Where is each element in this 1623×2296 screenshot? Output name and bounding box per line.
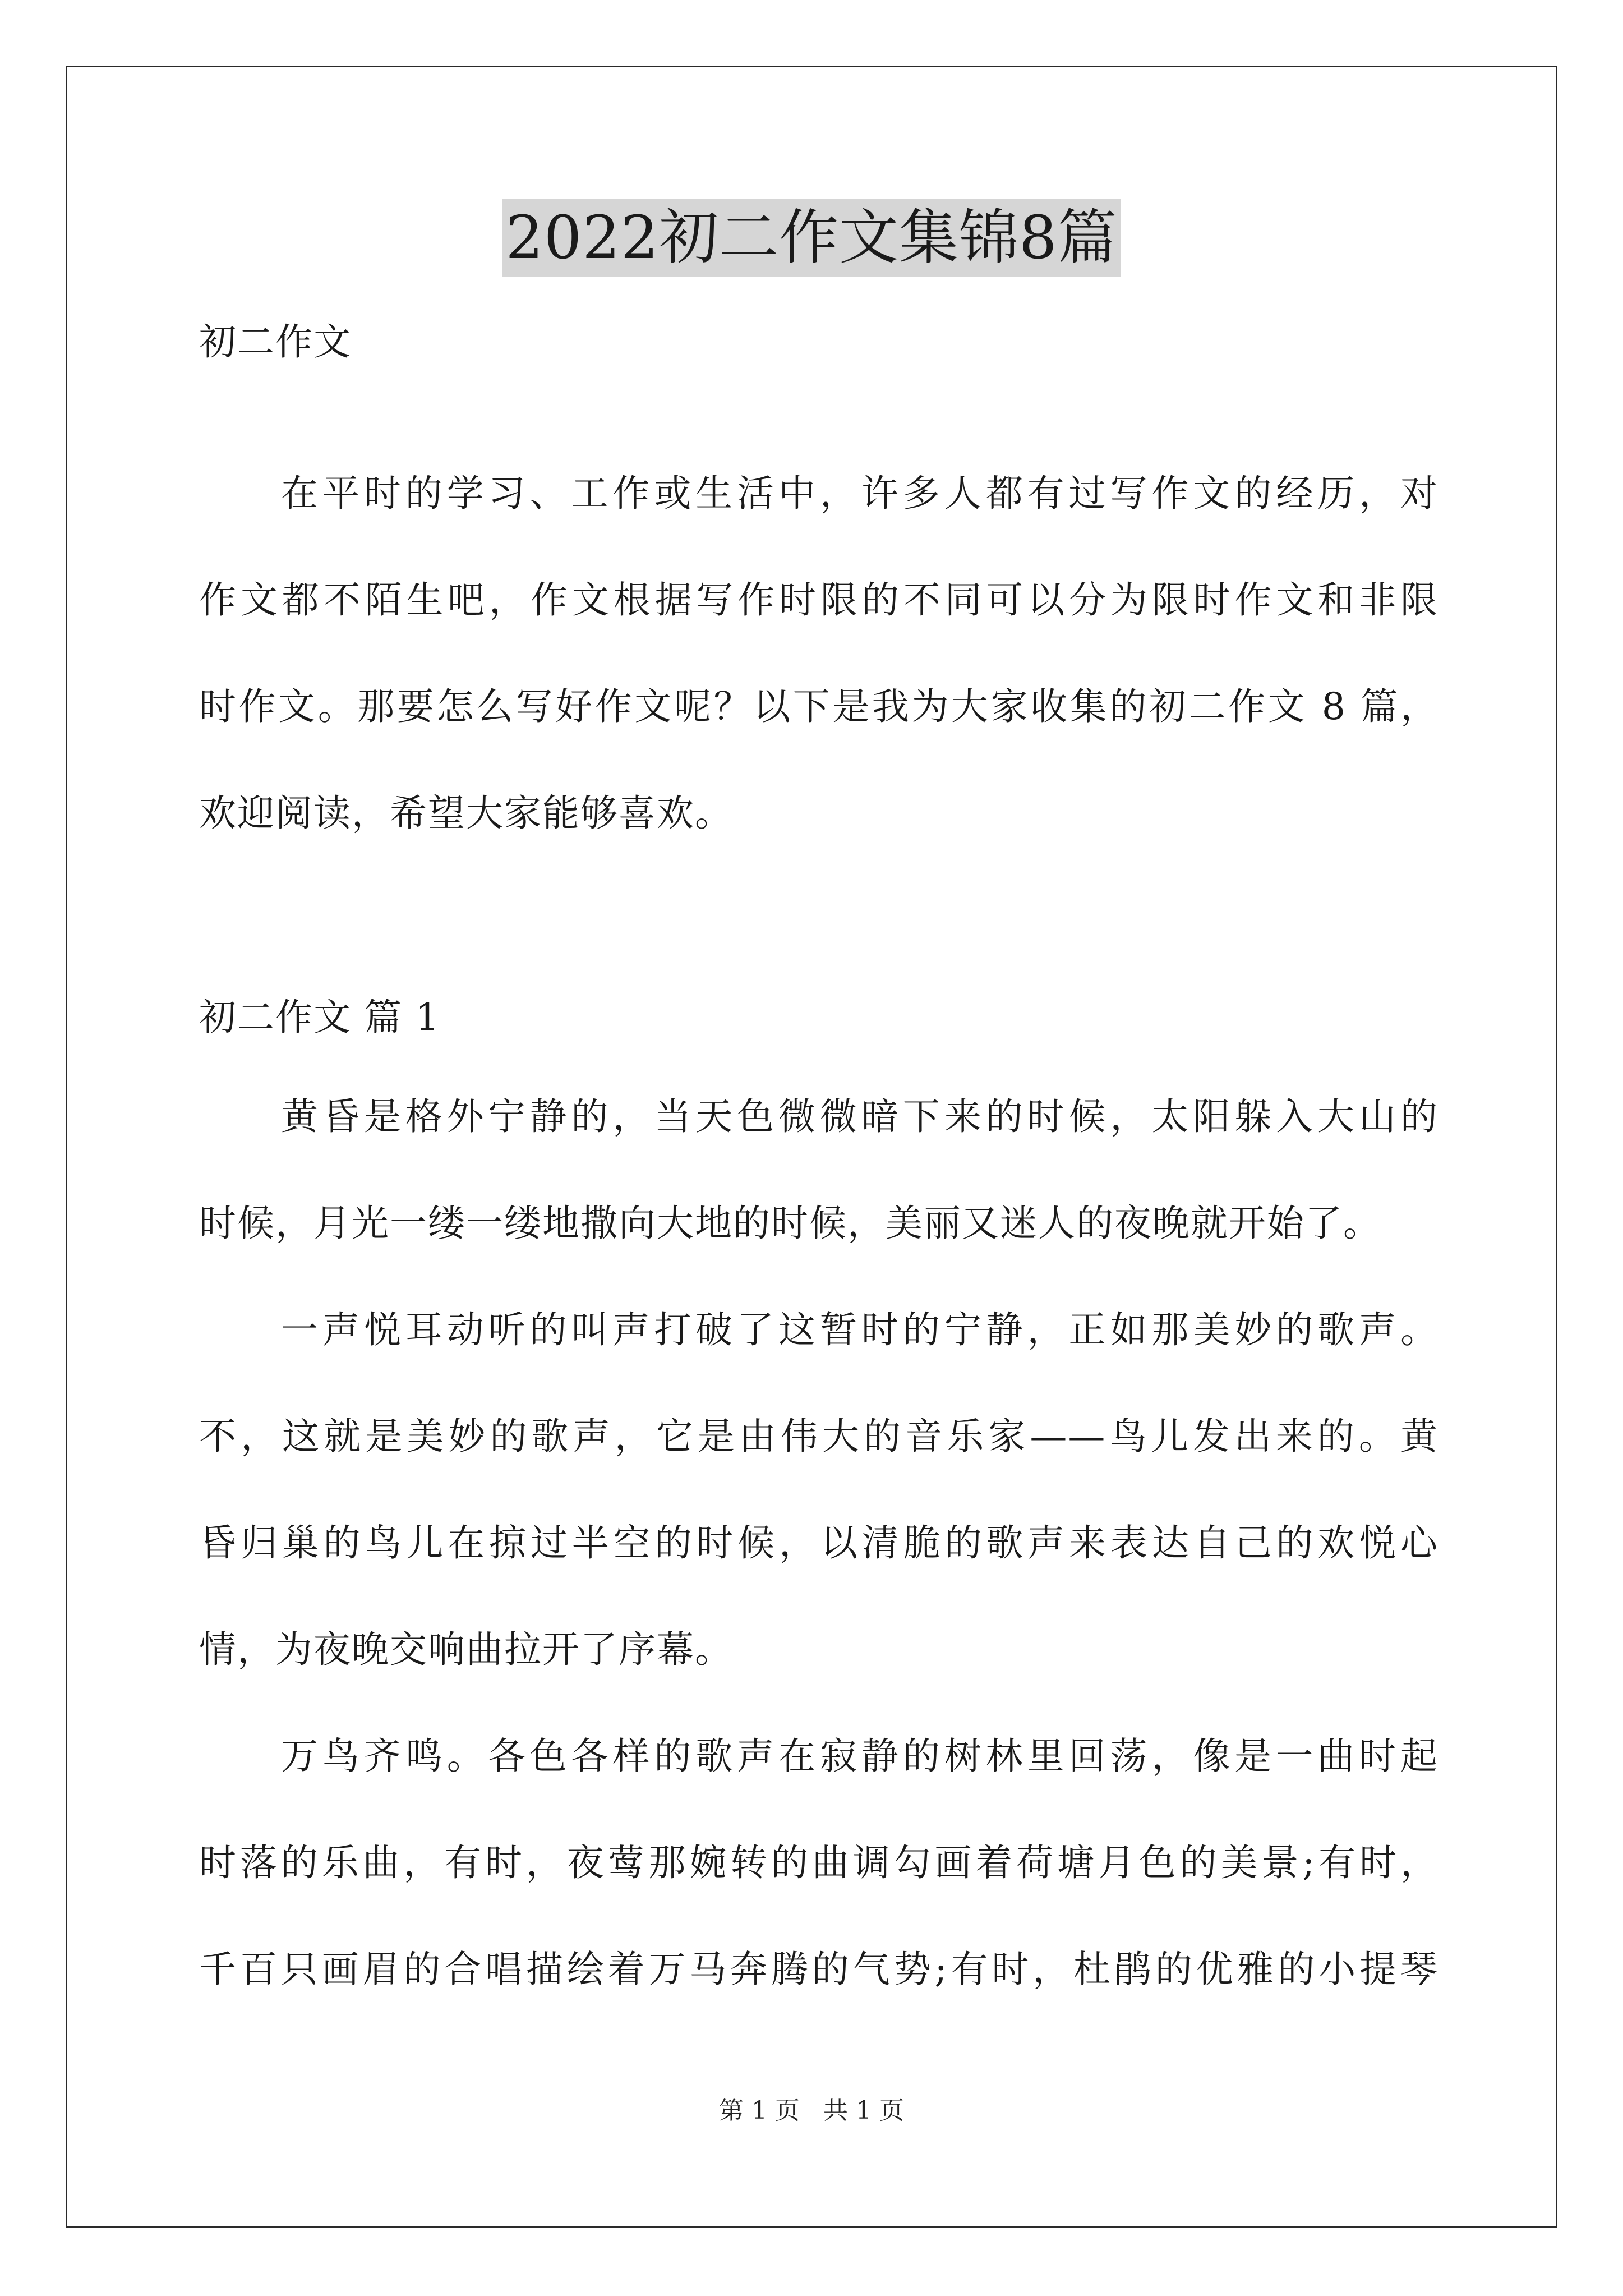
section-paragraph xyxy=(199,1064,1438,1277)
paragraph-line: 情，为夜晚交响曲拉开了序幕。 xyxy=(199,1628,733,1671)
paragraph-line: 千百只画眉的合唱描绘着万马奔腾的气势;有时，杜鹃的优雅的小提琴 xyxy=(199,1948,1438,1991)
page-footer: 第 1 页 共 1 页 xyxy=(719,2096,904,2125)
paragraph-line: 欢迎阅读，希望大家能够喜欢。 xyxy=(199,792,733,835)
paragraph-line: 作文都不陌生吧，作文根据写作时限的不同可以分为限时作文和非限 xyxy=(199,578,1438,622)
title-container xyxy=(0,199,1623,277)
section-paragraph xyxy=(199,1277,1438,1703)
document-title: 2022初二作文集锦8篇 xyxy=(502,199,1121,277)
paragraph-line: 昏归巢的鸟儿在掠过半空的时候，以清脆的歌声来表达自己的欢悦心 xyxy=(199,1521,1438,1565)
paragraph-line: 在平时的学习、工作或生活中，许多人都有过写作文的经历，对 xyxy=(281,472,1438,515)
section-heading: 初二作文 篇 1 xyxy=(199,996,440,1039)
paragraph-line: 一声悦耳动听的叫声打破了这暂时的宁静，正如那美妙的歌声。 xyxy=(281,1308,1438,1351)
section-paragraph xyxy=(199,1703,1438,2023)
paragraph-line: 黄昏是格外宁静的，当天色微微暗下来的时候，太阳躲入大山的 xyxy=(281,1095,1438,1138)
paragraph-line: 万鸟齐鸣。各色各样的歌声在寂静的树林里回荡，像是一曲时起 xyxy=(281,1734,1438,1778)
paragraph-line: 时候，月光一缕一缕地撒向大地的时候，美丽又迷人的夜晚就开始了。 xyxy=(199,1202,1381,1245)
paragraph-line: 不，这就是美妙的歌声，它是由伟大的音乐家——鸟儿发出来的。黄 xyxy=(199,1415,1438,1458)
intro-paragraph xyxy=(199,440,1438,867)
intro-heading: 初二作文 xyxy=(199,320,352,364)
paragraph-line: 时落的乐曲，有时，夜莺那婉转的曲调勾画着荷塘月色的美景;有时， xyxy=(199,1841,1438,1884)
paragraph-line: 时作文。那要怎么写好作文呢？以下是我为大家收集的初二作文 8 篇， xyxy=(199,685,1438,728)
